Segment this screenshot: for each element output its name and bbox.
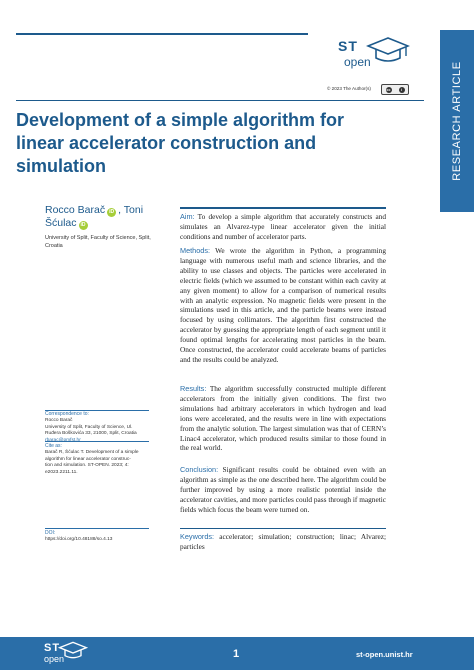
doi-link[interactable]: https://doi.org/10.48188/so.4.13	[45, 537, 113, 542]
results-heading: Results:	[180, 384, 207, 393]
abstract-results	[180, 384, 386, 457]
author-affiliation: University of Split, Faculty of Science, Split, Croatia	[45, 235, 151, 249]
doi-label: DOI:	[45, 530, 56, 536]
abstract-keywords	[180, 532, 386, 556]
logo-st-text: ST	[338, 38, 358, 54]
orcid-icon[interactable]: iD	[109, 209, 115, 215]
cc-license-badge[interactable]	[381, 84, 409, 95]
correspondence-email[interactable]: rbarac@pmfst.hr	[45, 437, 81, 443]
author-name[interactable]: Rocco Barač	[45, 204, 106, 216]
orcid-icon[interactable]: iD	[80, 222, 86, 228]
cite-rule	[45, 441, 149, 442]
article-title: Development of a simple algorithm for linear accelerator construction and simulation	[16, 110, 345, 176]
graduation-cap-icon	[366, 36, 410, 66]
correspondence-address: University of Split, Faculty of Science, Ul.	[45, 424, 133, 430]
by-icon: i	[399, 87, 405, 93]
keywords-text: accelerator; simulation; construction; linac; Alvarez; particles	[180, 532, 386, 551]
correspondence-label: Correspondence to:	[45, 411, 89, 417]
methods-text: We wrote the algorithm in Python, a programming language with numerous useful math and science libraries, and the ability to use classes and objects. The particles were accelerated in electric fields (which we assumed to be constant within each cavity at any given moment) to allow for a comparison of numerical results with an analytic expression. No magnetic fields were present in the simulations used in this article, and the particle beams were instead focused by using collimators. The algorithm first constructed the accelerator by guessing the appropriate length of each segment until it found optimal lengths for accelerating most particles in the beam. Once constructed, the accelerator could accelerate beams of particles and the results could be analyzed.	[180, 246, 386, 364]
copyright-notice: © 2023 The Author(s)	[327, 86, 371, 91]
cc-icon: cc	[386, 87, 391, 92]
logo-open-text: open	[344, 55, 371, 69]
results-text: The algorithm successfully constructed multiple different accelerators from the initially given conditions. The first two simulations had arbitrary accelerators in which hydrogen and lead ions were accelerated, and the results were in line with expectations from the analytic solution. The largest simulation was that of CERN’s Linac4 accelerator, which produced results similar to those found in the real world.	[180, 384, 386, 453]
journal-logo[interactable]	[338, 36, 410, 76]
header-divider	[16, 100, 424, 101]
article-type-label: RESEARCH ARTICLE	[451, 61, 463, 181]
keywords-rule	[180, 528, 386, 529]
footer-logo-st-text: ST	[44, 642, 61, 654]
page-number: 1	[233, 648, 240, 660]
doi-rule	[45, 528, 149, 529]
conclusion-text: Significant results could be obtained even with an algorithm as simple as the one described here. The algorithm could be further improved by using a more realistic potential inside the accelerator cavities, and more particles could pass through if magnetic fields which focus the beam were turned on.	[180, 465, 387, 514]
footer-logo-open-text: open	[44, 654, 65, 664]
page-footer	[0, 637, 474, 670]
graduation-cap-icon	[58, 641, 88, 661]
citation-line: Barač R, Šćulac T. Development of a simple	[45, 450, 139, 455]
correspondence-name: Rocco Barač	[45, 418, 73, 423]
conclusion-heading: Conclusion:	[180, 465, 219, 474]
citation-line: tion and simulation. ST-OPEN. 2023; 4:	[45, 463, 129, 468]
aim-text: To develop a simple algorithm that accurately constructs and simulates an Alvarez-type linear accelerator given the initial conditions and number of accelerator parts.	[180, 212, 386, 241]
author-list	[45, 204, 155, 230]
author-separator: ,	[118, 204, 122, 216]
citation-line: e2023.2211.11.	[45, 469, 78, 475]
author-name[interactable]: Toni Šćulac	[45, 204, 144, 229]
top-rule	[16, 33, 308, 35]
abstract-top-rule	[180, 207, 386, 209]
journal-url-link[interactable]: st-open.unist.hr	[356, 650, 413, 659]
abstract-methods	[180, 246, 386, 369]
article-type-tab	[440, 30, 474, 212]
correspondence-address: Ruđera Boškovića 33, 21000, Split, Croatia	[45, 431, 137, 436]
aim-heading: Aim:	[180, 212, 195, 221]
citation-line: algorithm for linear accelerator construc-	[45, 456, 131, 462]
cite-label: Cite as:	[45, 443, 62, 449]
citation-text	[45, 450, 155, 476]
abstract-conclusion	[180, 465, 386, 519]
abstract-aim	[180, 212, 386, 246]
keywords-heading: Keywords:	[180, 532, 215, 541]
methods-heading: Methods:	[180, 246, 211, 255]
